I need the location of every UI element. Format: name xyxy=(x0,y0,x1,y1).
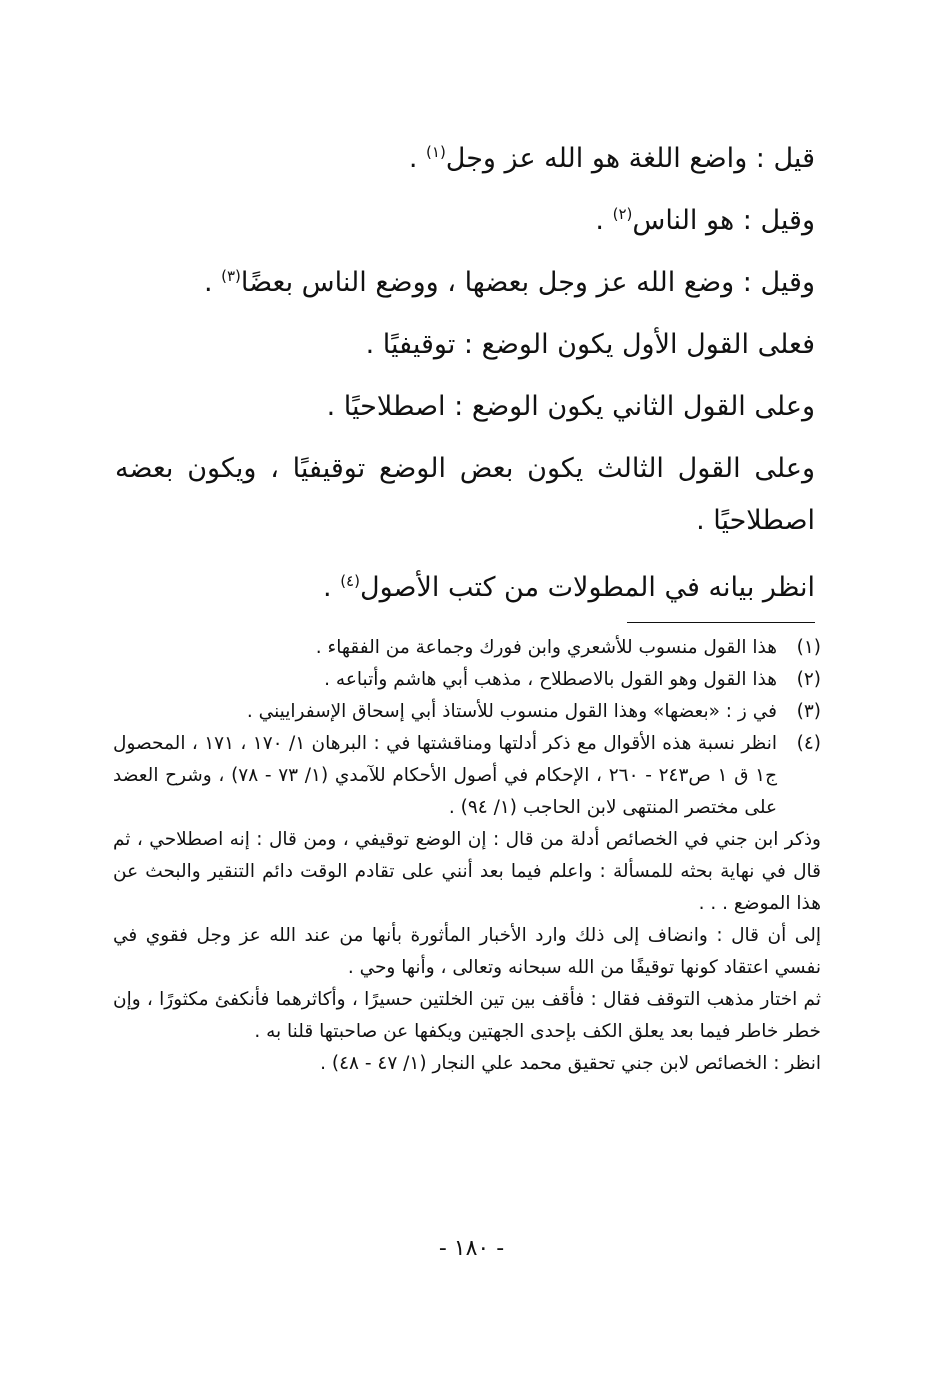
main-line-6: وعلى القول الثالث يكون بعض الوضع توقيفيًا ، ويكون بعضه اصطلاحيًا . xyxy=(115,453,815,536)
main-text xyxy=(115,128,815,619)
footnote-4-paragraph-3: ثم اختار مذهب التوقف فقال : فأقف بين تين الخلتين حسيرًا ، وأكاثرهما فأنكفئ مكثورًا ، وإن خطر خاطر فيما بعد يعلق الكف بإحدى الجهتين ويكفها عن صاحبتها قلنا به . xyxy=(113,989,821,1042)
footnotes xyxy=(113,632,821,1080)
footnote-ref-3[interactable]: (٣) xyxy=(221,267,241,285)
main-line-3: وقيل : وضع الله عز وجل بعضها ، ووضع الناس بعضًا$^{(٣)}$ . xyxy=(203,267,815,298)
footnote-number: (١) xyxy=(796,637,821,658)
footnote-text: هذا القول منسوب للأشعري وابن فورك وجماعة من الفقهاء . xyxy=(315,637,777,658)
footnote-3 xyxy=(113,696,821,728)
footnote-number: (٢) xyxy=(796,669,821,690)
footnote-ref-4[interactable]: (٤) xyxy=(340,572,360,590)
footnote-4 xyxy=(113,728,821,824)
footnote-text: انظر نسبة هذه الأقوال مع ذكر أدلتها ومناقشتها في : البرهان ١/ ١٧٠ ، ١٧١ ، المحصول ج١ ق ١ ص٢٤٣ - ٢٦٠ ، الإحكام في أصول الأحكام للآمدي (١/ ٧٣ - ٧٨) ، وشرح العضد على مختصر المنتهى لابن الحاجب (١/ ٩٤) . xyxy=(113,733,778,818)
main-line-4: فعلى القول الأول يكون الوضع : توقيفيًا . xyxy=(365,329,815,360)
main-line-2: وقيل : هو الناس$^{(٢)}$ . xyxy=(595,205,815,236)
footnote-1 xyxy=(113,632,821,664)
footnote-ref-2[interactable]: (٢) xyxy=(612,205,633,223)
footnote-text: هذا القول وهو القول بالاصطلاح ، مذهب أبي هاشم وأتباعه . xyxy=(324,669,777,690)
footnote-ref-1[interactable]: (١) xyxy=(426,143,446,161)
footnote-4-reference: انظر : الخصائص لابن جني تحقيق محمد علي النجار (١/ ٤٧ - ٤٨) . xyxy=(320,1053,821,1074)
footnote-text: في ز : «بعضها» وهذا القول منسوب للأستاذ أبي إسحاق الإسفراييني . xyxy=(246,701,777,722)
main-line-1: قيل : واضع اللغة هو الله عز وجل$^{(١)}$ . xyxy=(408,143,815,174)
page-number: - ١٨٠ - xyxy=(438,1236,505,1261)
footnote-number: (٤) xyxy=(796,733,821,754)
footnote-4-paragraph-2: إلى أن قال : وانضاف إلى ذلك وارد الأخبار المأثورة بأنها من عند الله عز وجل فقوي في نفسي اعتقاد كونها توقيفًا من الله سبحانه وتعالى ، وأنها وحي . xyxy=(113,925,821,978)
main-line-7: انظر بيانه في المطولات من كتب الأصول$^{(٤)}$ . xyxy=(323,572,815,603)
footnote-2 xyxy=(113,664,821,696)
footnote-divider xyxy=(627,622,815,623)
main-line-5: وعلى القول الثاني يكون الوضع : اصطلاحيًا . xyxy=(326,391,815,422)
footnote-number: (٣) xyxy=(796,701,821,722)
footnote-4-paragraph-1: وذكر ابن جني في الخصائص أدلة من قال : إن الوضع توقيفي ، ومن قال : إنه اصطلاحي ، ثم قال في نهاية بحثه للمسألة : واعلم فيما بعد أنني على تقادم الوقت دائم التنقير والبحث عن هذا الموضع . . . xyxy=(113,829,821,914)
